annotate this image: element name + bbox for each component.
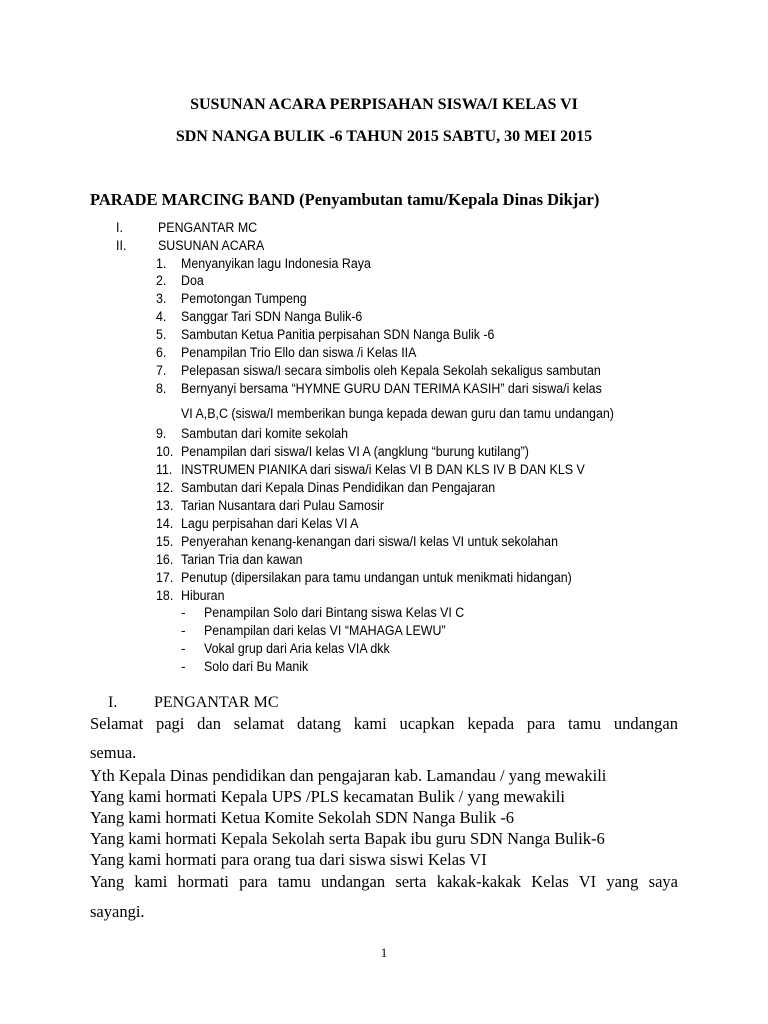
agenda-item-text: Penampilan Trio Ello dan siswa /i Kelas IIA: [181, 345, 417, 360]
agenda-item-text: Pemotongan Tumpeng: [181, 291, 307, 306]
agenda-item-text: INSTRUMEN PIANIKA dari siswa/i Kelas VI B DAN KLS IV B DAN KLS V: [181, 462, 585, 477]
agenda-item-text: Penutup (dipersilakan para tamu undangan untuk menikmati hidangan): [181, 570, 572, 585]
outline-section1-numeral: I.: [116, 220, 123, 235]
agenda-item-number: 2.: [156, 273, 167, 288]
agenda-item-text: Tarian Nusantara dari Pulau Samosir: [181, 498, 384, 513]
mc-last-line2: sayangi.: [90, 902, 145, 921]
mc-line: Yang kami hormati Ketua Komite Sekolah SDN Nanga Bulik -6: [90, 808, 515, 827]
title-line-2: SDN NANGA BULIK -6 TAHUN 2015 SABTU, 30 MEI 2015: [175, 128, 593, 145]
agenda-item-number: 7.: [156, 363, 167, 378]
subitem-dash: -: [181, 605, 186, 620]
page-number: 1: [380, 945, 388, 960]
agenda-item-number: 14.: [156, 516, 174, 531]
mc-line: Yang kami hormati Kepala Sekolah serta Bapak ibu guru SDN Nanga Bulik-6: [90, 829, 605, 848]
mc-last-line1: Yang kami hormati para tamu undangan serta kakak-kakak Kelas VI yang saya: [90, 872, 678, 891]
agenda-item-text: Sanggar Tari SDN Nanga Bulik-6: [181, 309, 363, 324]
outline-section2-numeral: II.: [116, 238, 127, 253]
agenda-item-number: 5.: [156, 327, 167, 342]
mc-line: Yang kami hormati Kepala UPS /PLS kecamatan Bulik / yang mewakili: [90, 787, 565, 806]
subitem-dash: -: [181, 659, 186, 674]
agenda-item-text: Sambutan dari Kepala Dinas Pendidikan dan Pengajaran: [181, 480, 496, 495]
outline-section2-label: SUSUNAN ACARA: [158, 238, 265, 253]
agenda-item-number: 1.: [156, 256, 167, 271]
subitem-dash: -: [181, 641, 186, 656]
outline-section1-label: PENGANTAR MC: [158, 220, 258, 235]
agenda-item-number: 3.: [156, 291, 167, 306]
agenda-item-text: Sambutan dari komite sekolah: [181, 426, 349, 441]
agenda-item-number: 15.: [156, 534, 174, 549]
agenda-item-text: Bernyanyi bersama “HYMNE GURU DAN TERIMA KASIH” dari siswa/i kelas: [181, 381, 602, 396]
agenda-item-number: 11.: [156, 462, 173, 477]
agenda-item-number: 18.: [156, 588, 174, 603]
agenda-item-number: 13.: [156, 498, 174, 513]
agenda-item-text: Tarian Tria dan kawan: [181, 552, 303, 567]
agenda-item-text: Menyanyikan lagu Indonesia Raya: [181, 256, 371, 271]
parade-heading: PARADE MARCING BAND (Penyambutan tamu/Kepala Dinas Dikjar): [90, 190, 600, 209]
agenda-item-number: 6.: [156, 345, 167, 360]
agenda-item-text: VI A,B,C (siswa/I memberikan bunga kepada dewan guru dan tamu undangan): [181, 406, 614, 421]
mc-section-heading: PENGANTAR MC: [154, 694, 279, 711]
mc-para1-line1: Selamat pagi dan selamat datang kami ucapkan kepada para tamu undangan: [90, 714, 678, 733]
agenda-item-number: 16.: [156, 552, 174, 567]
agenda-item-text: Penyerahan kenang-kenangan dari siswa/I kelas VI untuk sekolahan: [181, 534, 558, 549]
agenda-item-text: Doa: [181, 273, 204, 288]
agenda-item-text: Sambutan Ketua Panitia perpisahan SDN Nanga Bulik -6: [181, 327, 495, 342]
mc-section-numeral: I.: [108, 694, 118, 711]
agenda-item-number: 8.: [156, 381, 167, 396]
agenda-item-text: Pelepasan siswa/I secara simbolis oleh Kepala Sekolah sekaligus sambutan: [181, 363, 601, 378]
agenda-item-text: Penampilan dari siswa/I kelas VI A (angklung “burung kutilang”): [181, 444, 529, 459]
subitem-text: Vokal grup dari Aria kelas VIA dkk: [204, 641, 390, 656]
agenda-item-number: 4.: [156, 309, 167, 324]
agenda-item-number: 9.: [156, 426, 167, 441]
mc-line: Yang kami hormati para orang tua dari siswa siswi Kelas VI: [90, 850, 487, 869]
mc-line: Yth Kepala Dinas pendidikan dan pengajaran kab. Lamandau / yang mewakili: [90, 766, 607, 785]
subitem-text: Penampilan Solo dari Bintang siswa Kelas VI C: [204, 605, 465, 620]
subitem-text: Solo dari Bu Manik: [204, 659, 309, 674]
subitem-dash: -: [181, 623, 186, 638]
mc-para1-line2: semua.: [90, 743, 137, 762]
agenda-item-text: Hiburan: [181, 588, 225, 603]
agenda-item-text: Lagu perpisahan dari Kelas VI A: [181, 516, 359, 531]
subitem-text: Penampilan dari kelas VI “MAHAGA LEWU”: [204, 623, 446, 638]
agenda-item-number: 10.: [156, 444, 174, 459]
agenda-item-number: 17.: [156, 570, 174, 585]
title-line-1: SUSUNAN ACARA PERPISAHAN SISWA/I KELAS VI: [190, 96, 578, 113]
agenda-item-number: 12.: [156, 480, 174, 495]
